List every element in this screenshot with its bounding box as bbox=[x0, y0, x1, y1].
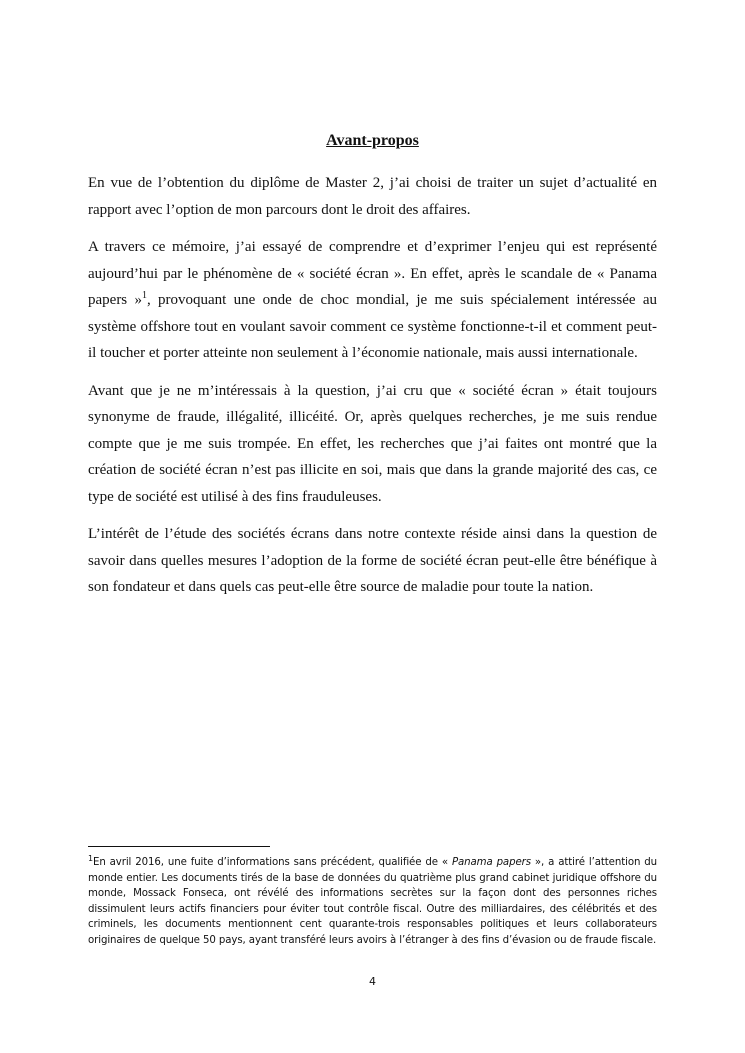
paragraph-interest: L’intérêt de l’étude des sociétés écrans dans notre contexte réside ainsi dans la question de savoir dans quelles mesures l’adoption de la forme de société écran peut-elle être bénéfique à son fondateur et dans quels cas peut-elle être source de maladie pour toute la nation. bbox=[88, 526, 657, 595]
footnote-marker: 1 bbox=[88, 854, 93, 863]
page-number: 4 bbox=[369, 975, 376, 988]
footnote-text-end: », a attiré l’attention du monde entier. Les documents tirés de la base de données du quatrième plus grand cabinet juridique offshore du monde, Mossack Fonseca, ont révélé des informations secrètes sur la façon dont des personnes riches dissimulent leurs actifs financiers pour éviter tout contrôle fiscal. Outre des milliardaires, des célébrités et des criminels, les documents mentionnent cent quarante-trois responsables politiques et leurs collaborateurs originaires de quelque 50 pays, ayant transféré leurs avoirs à l’étranger à des fins d’évasion ou de fraude fiscale. bbox=[88, 857, 658, 946]
paragraph-context bbox=[88, 234, 657, 367]
footnote-reference[interactable]: 1 bbox=[141, 290, 147, 301]
footnote-text-start: En avril 2016, une fuite d’informations sans précédent, qualifiée de « bbox=[93, 857, 452, 868]
footnote bbox=[88, 855, 657, 949]
footnote-italic-term: Panama papers bbox=[451, 857, 531, 868]
page-title: Avant-propos bbox=[326, 132, 419, 149]
paragraph-intro: En vue de l’obtention du diplôme de Master 2, j’ai choisi de traiter un sujet d’actualité en rapport avec l’option de mon parcours dont le droit des affaires. bbox=[88, 175, 657, 218]
body-text bbox=[88, 170, 657, 612]
paragraph-preconception: Avant que je ne m’intéressais à la question, j’ai cru que « société écran » était toujours synonyme de fraude, illégalité, illicéité. Or, après quelques recherches, je me suis rendue compte que je me suis trompée. En effet, les recherches que j’ai faites ont montré que la création de société écran n’est pas illicite en soi, mais que dans la grande majorité des cas, ce type de société est utilisé à des fins frauduleuses. bbox=[88, 382, 657, 505]
paragraph-context-end: , provoquant une onde de choc mondial, je me suis spécialement intéressée au système offshore tout en voulant savoir comment ce système fonctionne-t-il et comment peut-il toucher et porter atteinte non seulement à l’économie nationale, mais aussi internationale. bbox=[88, 292, 657, 361]
paragraph-context-start: A travers ce mémoire, j’ai essayé de comprendre et d’exprimer l’enjeu qui est représenté aujourd’hui par le phénomène de « société écran ». En effet, après le scandale de « Panama papers » bbox=[88, 239, 657, 308]
footnote-separator bbox=[88, 846, 270, 847]
